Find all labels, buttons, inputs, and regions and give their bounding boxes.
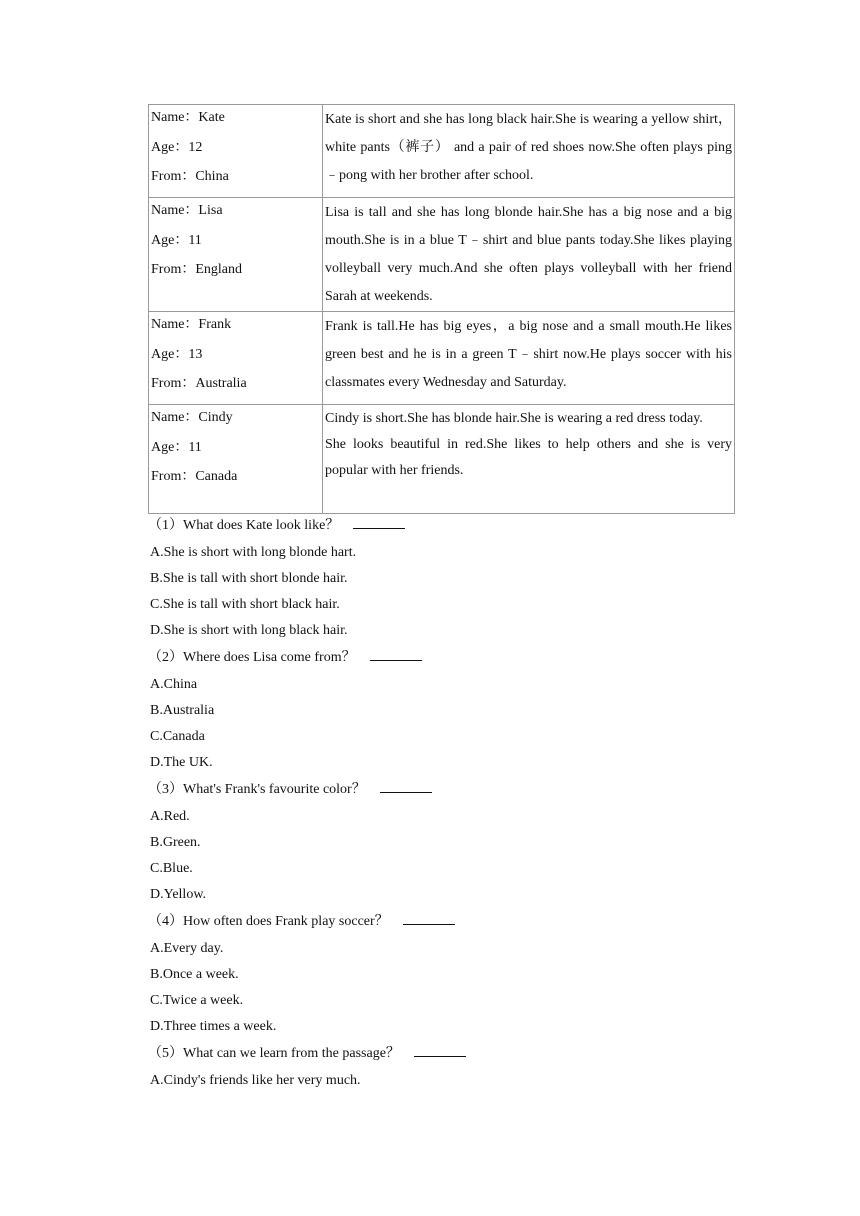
option: B.Once a week.	[150, 967, 239, 982]
question-stem: （4）How often does Frank play soccer？	[148, 914, 389, 929]
profile-info-cell	[149, 405, 323, 514]
questions-section	[150, 512, 750, 1094]
option: D.She is short with long black hair.	[150, 623, 348, 638]
option: D.Three times a week.	[150, 1019, 277, 1034]
profile-info-cell	[149, 312, 323, 405]
table-row	[149, 198, 735, 312]
profile-description: Cindy is short.She has blonde hair.She is wearing a red dress today.	[325, 411, 703, 426]
option: A.Red.	[150, 809, 190, 824]
option: A.Every day.	[150, 941, 224, 956]
question-stem: （1）What does Kate look like？	[148, 518, 340, 533]
profile-name: Name：Lisa	[151, 203, 223, 218]
profile-info-cell	[149, 198, 323, 312]
profiles-table	[148, 104, 735, 514]
profile-name: Name：Cindy	[151, 410, 233, 425]
profile-description-cell	[323, 312, 735, 405]
option: B.She is tall with short blonde hair.	[150, 571, 348, 586]
question-1	[150, 512, 750, 644]
profile-age: Age：12	[151, 139, 203, 155]
profile-from: From：Australia	[151, 376, 247, 391]
profile-age: Age：11	[151, 232, 202, 248]
profile-description-cell	[323, 405, 735, 514]
profile-description: She looks beautiful in red.She likes to help others and she is very popular with her friends.	[325, 437, 732, 478]
question-4	[150, 908, 750, 1040]
profile-info-cell	[149, 105, 323, 198]
option: A.China	[150, 677, 198, 692]
question-stem: （3）What's Frank's favourite color？	[148, 782, 366, 797]
question-5	[150, 1040, 750, 1094]
question-2	[150, 644, 750, 776]
table-row	[149, 105, 735, 198]
question-stem: （2）Where does Lisa come from？	[148, 650, 356, 665]
profile-description-cell	[323, 105, 735, 198]
option: D.Yellow.	[150, 887, 207, 902]
table-row	[149, 312, 735, 405]
profile-age: Age：11	[151, 439, 202, 455]
option: C.She is tall with short black hair.	[150, 597, 340, 612]
option: D.The UK.	[150, 755, 213, 770]
question-3	[150, 776, 750, 908]
answer-blank[interactable]	[370, 646, 422, 661]
profile-description: Kate is short and she has long black hair.She is wearing a yellow shirt，white pants（裤子） and a pair of red shoes now.She often plays ping﹣pong with her brother after school.	[325, 112, 732, 183]
profile-description: Lisa is tall and she has long blonde hair.She has a big nose and a big mouth.She is in a blue T﹣shirt and blue pants today.She likes playing volleyball very much.And she often plays volleyball with her friend Sarah at weekends.	[325, 205, 732, 304]
table-row	[149, 405, 735, 514]
option: C.Canada	[150, 729, 205, 744]
profile-from: From：Canada	[151, 469, 238, 484]
profile-name: Name：Frank	[151, 317, 232, 332]
profile-name: Name：Kate	[151, 110, 225, 125]
profile-description-cell	[323, 198, 735, 312]
option: C.Blue.	[150, 861, 193, 876]
option: A.She is short with long blonde hart.	[150, 545, 357, 560]
profile-from: From：England	[151, 262, 242, 277]
option: A.Cindy's friends like her very much.	[150, 1073, 361, 1088]
answer-blank[interactable]	[403, 910, 455, 925]
answer-blank[interactable]	[414, 1042, 466, 1057]
answer-blank[interactable]	[353, 514, 405, 529]
profile-from: From：China	[151, 169, 229, 184]
option: B.Australia	[150, 703, 215, 718]
question-stem: （5）What can we learn from the passage？	[148, 1046, 400, 1061]
profile-description: Frank is tall.He has big eyes，a big nose and a small mouth.He likes green best and he is in a green T﹣shirt now.He plays soccer with his classmates every Wednesday and Saturday.	[325, 319, 732, 390]
answer-blank[interactable]	[380, 778, 432, 793]
option: B.Green.	[150, 835, 201, 850]
profile-age: Age：13	[151, 346, 203, 362]
option: C.Twice a week.	[150, 993, 244, 1008]
